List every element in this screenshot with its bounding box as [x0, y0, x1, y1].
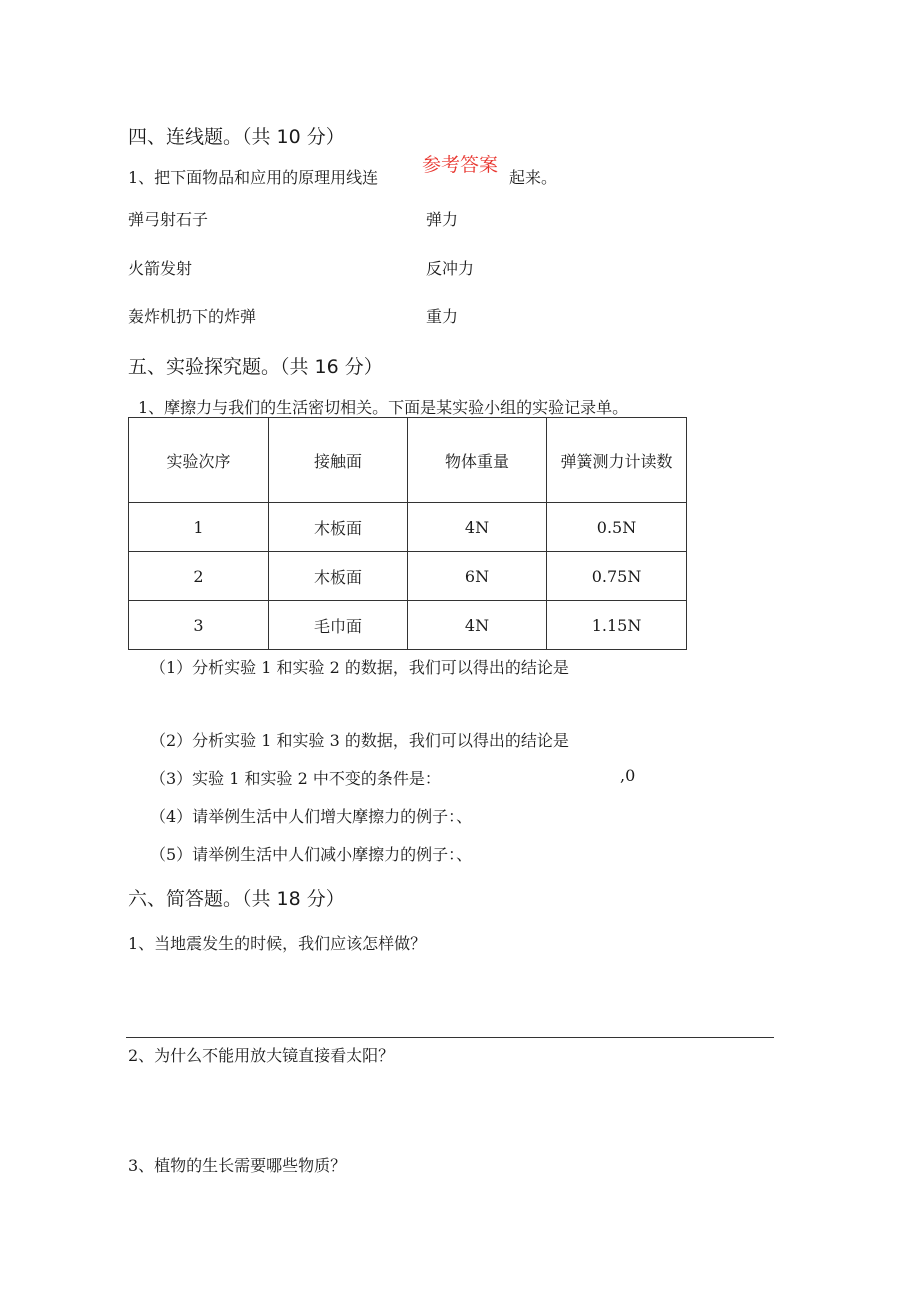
short-answer-question: 3、植物的生长需要哪些物质？: [128, 1156, 347, 1175]
sub-question-1: （1）分析实验 1 和实验 2 的数据，我们可以得出的结论是: [150, 658, 569, 677]
answer-key-stamp: 参考答案: [422, 154, 499, 176]
table-cell: 6N: [408, 552, 547, 601]
table-cell: 4N: [408, 601, 547, 650]
short-answer-question: 1、当地震发生的时候，我们应该怎样做？: [128, 934, 427, 953]
table-row: [129, 601, 687, 650]
sub-question-4: （4）请举例生活中人们增大摩擦力的例子：、: [150, 807, 473, 826]
table-cell: 4N: [408, 503, 547, 552]
table-header-cell: 接触面: [269, 418, 408, 503]
divider-line: [126, 1037, 774, 1038]
table-cell: 木板面: [269, 552, 408, 601]
table-header-cell: 弹簧测力计读数: [547, 418, 687, 503]
table-cell: 毛巾面: [269, 601, 408, 650]
table-cell: 0.75N: [547, 552, 687, 601]
table-header-cell: 实验次序: [129, 418, 269, 503]
section-5-title: 五、实验探究题。（共 16 分）: [128, 356, 383, 378]
sub-question-5: （5）请举例生活中人们减小摩擦力的例子：、: [150, 845, 473, 864]
left-item: 轰炸机扔下的炸弹: [128, 307, 257, 326]
table-cell: 3: [129, 601, 269, 650]
table-header-row: [129, 418, 687, 503]
sub-question-3-tail: ,0: [620, 766, 636, 785]
short-answer-question: 2、为什么不能用放大镜直接看太阳？: [128, 1046, 395, 1065]
table-cell: 1.15N: [547, 601, 687, 650]
table-header-cell: 物体重量: [408, 418, 547, 503]
table-row: [129, 552, 687, 601]
table-row: [129, 503, 687, 552]
q1-prefix: 1、把下面物品和应用的原理用线连: [128, 168, 379, 187]
section-5-intro: 1、摩擦力与我们的生活密切相关。下面是某实验小组的实验记录单。: [138, 398, 629, 417]
section-4-title: 四、连线题。（共 10 分）: [128, 126, 345, 148]
left-item: 火箭发射: [128, 259, 193, 278]
table-cell: 木板面: [269, 503, 408, 552]
table-cell: 0.5N: [547, 503, 687, 552]
q1-suffix: 起来。: [509, 168, 558, 187]
table-cell: 1: [129, 503, 269, 552]
sub-question-3: （3）实验 1 和实验 2 中不变的条件是：: [150, 769, 441, 788]
right-item: 反冲力: [426, 259, 475, 278]
section-4-q1: [128, 165, 378, 188]
table-cell: 2: [129, 552, 269, 601]
right-item: 重力: [426, 307, 459, 326]
experiment-record-table: [128, 417, 687, 650]
section-6-title: 六、简答题。（共 18 分）: [128, 888, 345, 910]
sub-question-2: （2）分析实验 1 和实验 3 的数据，我们可以得出的结论是: [150, 731, 569, 750]
right-item: 弹力: [426, 210, 459, 229]
left-item: 弹弓射石子: [128, 210, 209, 229]
